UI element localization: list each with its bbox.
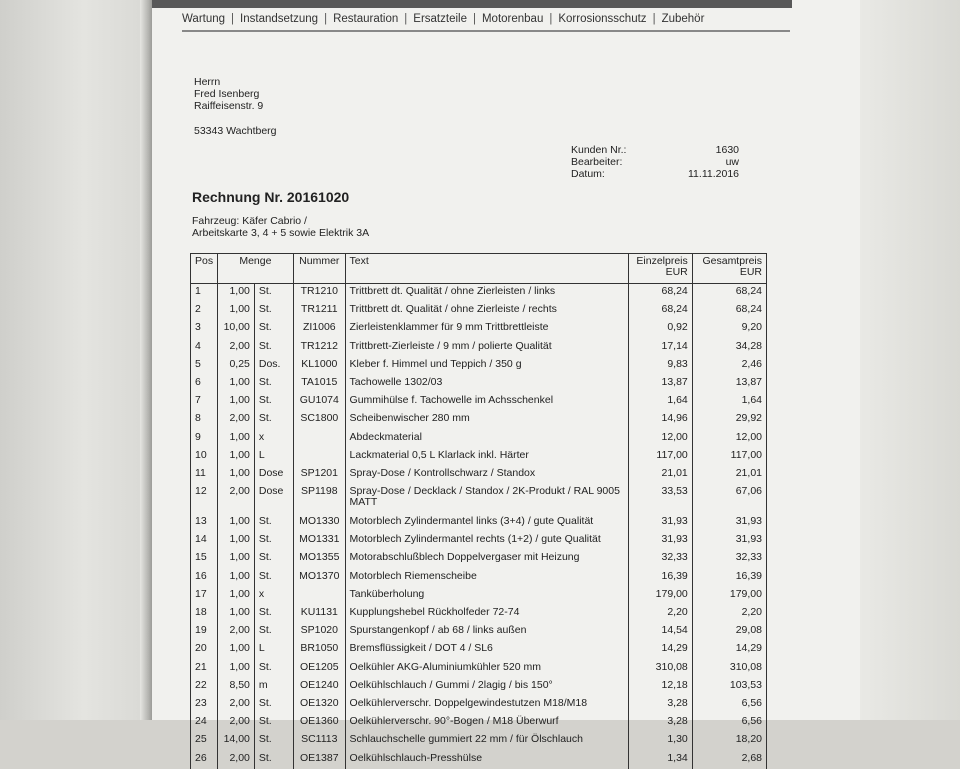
- row-text: Tanküberholung: [345, 587, 628, 605]
- row-number: TR1210: [294, 284, 346, 303]
- row-text: Trittbrett dt. Qualität / ohne Zierleisten / links: [345, 284, 628, 303]
- row-total: 18,20: [692, 732, 766, 750]
- row-qty: 1,00: [217, 641, 254, 659]
- service-item: Zubehör: [661, 13, 705, 25]
- row-total: 29,92: [692, 411, 766, 429]
- recipient-street: Raiffeisenstr. 9: [194, 100, 264, 112]
- row-unit: St.: [254, 732, 293, 750]
- table-row: [191, 550, 767, 568]
- row-number: KU1131: [294, 605, 346, 623]
- row-number: MO1370: [294, 569, 346, 587]
- row-unit-price: 2,20: [628, 605, 692, 623]
- row-text: Oelkühlerverschr. 90°-Bogen / M18 Überwurf: [345, 714, 628, 732]
- row-total: 117,00: [692, 448, 766, 466]
- col-header-number: Nummer: [294, 254, 346, 284]
- row-qty: 1,00: [217, 284, 254, 303]
- recipient-address: [194, 76, 277, 137]
- row-unit: L: [254, 448, 293, 466]
- row-text: Oelkühler AKG-Aluminiumkühler 520 mm: [345, 660, 628, 678]
- row-number: SC1800: [294, 411, 346, 429]
- row-number: TA1015: [294, 375, 346, 393]
- row-unit: m: [254, 678, 293, 696]
- row-unit-price: 31,93: [628, 532, 692, 550]
- table-row: [191, 448, 767, 466]
- table-row: [191, 623, 767, 641]
- table-row: [191, 678, 767, 696]
- row-number: [294, 448, 346, 466]
- row-text: Trittbrett dt. Qualität / ohne Zierleiste / rechts: [345, 302, 628, 320]
- row-unit: x: [254, 587, 293, 605]
- row-pos: 12: [191, 484, 218, 514]
- row-pos: 10: [191, 448, 218, 466]
- row-unit: St.: [254, 411, 293, 429]
- row-qty: 2,00: [217, 623, 254, 641]
- row-unit: St.: [254, 375, 293, 393]
- row-total: 310,08: [692, 660, 766, 678]
- row-pos: 2: [191, 302, 218, 320]
- row-qty: 14,00: [217, 732, 254, 750]
- row-unit: St.: [254, 393, 293, 411]
- total-currency: EUR: [739, 266, 762, 278]
- row-text: Motorblech Riemenscheibe: [345, 569, 628, 587]
- table-row: [191, 732, 767, 750]
- row-unit-price: 1,64: [628, 393, 692, 411]
- invoice-title: Rechnung Nr. 20161020: [192, 189, 350, 205]
- row-qty: 1,00: [217, 448, 254, 466]
- row-qty: 1,00: [217, 569, 254, 587]
- row-total: 16,39: [692, 569, 766, 587]
- row-text: Kupplungshebel Rückholfeder 72-74: [345, 605, 628, 623]
- row-number: OE1240: [294, 678, 346, 696]
- service-item: Wartung: [182, 13, 226, 25]
- service-separator: |: [324, 13, 328, 25]
- row-text: Lackmaterial 0,5 L Klarlack inkl. Härter: [345, 448, 628, 466]
- row-unit-price: 16,39: [628, 569, 692, 587]
- row-qty: 2,00: [217, 696, 254, 714]
- row-unit: St.: [254, 339, 293, 357]
- row-total: 68,24: [692, 302, 766, 320]
- row-unit: St.: [254, 623, 293, 641]
- row-total: 32,33: [692, 550, 766, 568]
- row-number: OE1205: [294, 660, 346, 678]
- row-unit: Dos.: [254, 357, 293, 375]
- table-row: [191, 466, 767, 484]
- service-separator: |: [472, 13, 476, 25]
- row-unit-price: 310,08: [628, 660, 692, 678]
- row-qty: 1,00: [217, 393, 254, 411]
- table-row: [191, 339, 767, 357]
- unit-price-currency: EUR: [665, 266, 688, 278]
- recipient-city: 53343 Wachtberg: [194, 125, 277, 137]
- table-row: [191, 430, 767, 448]
- invoice-table: [190, 253, 767, 769]
- table-row: [191, 696, 767, 714]
- meta-row-clerk: [571, 156, 739, 168]
- row-unit: St.: [254, 550, 293, 568]
- row-number: GU1074: [294, 393, 346, 411]
- table-row: [191, 302, 767, 320]
- meta-row-date: [571, 168, 739, 180]
- total-label: Gesamtpreis: [702, 255, 762, 267]
- row-unit-price: 13,87: [628, 375, 692, 393]
- row-qty: 1,00: [217, 587, 254, 605]
- row-unit: Dose: [254, 484, 293, 514]
- row-text: Oelkühlschlauch-Presshülse: [345, 751, 628, 769]
- row-pos: 1: [191, 284, 218, 303]
- table-row: [191, 587, 767, 605]
- row-unit-price: 31,93: [628, 514, 692, 532]
- vehicle-line: Fahrzeug: Käfer Cabrio /: [192, 215, 307, 227]
- table-row: [191, 532, 767, 550]
- row-qty: 1,00: [217, 514, 254, 532]
- row-number: [294, 587, 346, 605]
- row-text: Motorblech Zylindermantel rechts (1+2) / gute Qualität: [345, 532, 628, 550]
- row-pos: 18: [191, 605, 218, 623]
- row-unit: St.: [254, 660, 293, 678]
- row-unit-price: 3,28: [628, 714, 692, 732]
- row-text: Schlauchschelle gummiert 22 mm / für Ölschlauch: [345, 732, 628, 750]
- row-number: MO1355: [294, 550, 346, 568]
- row-unit: St.: [254, 605, 293, 623]
- table-row: [191, 484, 767, 514]
- left-book-page: [0, 0, 152, 720]
- row-pos: 8: [191, 411, 218, 429]
- row-total: 2,20: [692, 605, 766, 623]
- table-row: [191, 751, 767, 769]
- row-unit: x: [254, 430, 293, 448]
- service-item: Ersatzteile: [413, 13, 467, 25]
- table-row: [191, 714, 767, 732]
- row-total: 13,87: [692, 375, 766, 393]
- row-pos: 23: [191, 696, 218, 714]
- row-pos: 7: [191, 393, 218, 411]
- row-text: Gummihülse f. Tachowelle im Achsschenkel: [345, 393, 628, 411]
- row-number: KL1000: [294, 357, 346, 375]
- row-total: 179,00: [692, 587, 766, 605]
- service-list: [182, 10, 704, 28]
- row-total: 6,56: [692, 714, 766, 732]
- row-total: 67,06: [692, 484, 766, 514]
- row-pos: 13: [191, 514, 218, 532]
- row-text: Oelkühlschlauch / Gummi / 2lagig / bis 150°: [345, 678, 628, 696]
- table-row: [191, 284, 767, 303]
- row-pos: 11: [191, 466, 218, 484]
- meta-label: Datum:: [571, 168, 605, 180]
- row-qty: 8,50: [217, 678, 254, 696]
- row-number: SP1198: [294, 484, 346, 514]
- row-total: 34,28: [692, 339, 766, 357]
- table-header-row: [191, 254, 767, 284]
- row-unit-price: 3,28: [628, 696, 692, 714]
- page-margin: [860, 0, 960, 720]
- table-row: [191, 393, 767, 411]
- row-pos: 24: [191, 714, 218, 732]
- row-total: 2,46: [692, 357, 766, 375]
- service-item: Korrosionsschutz: [558, 13, 647, 25]
- row-pos: 19: [191, 623, 218, 641]
- col-header-total: [692, 254, 766, 284]
- meta-value: 1630: [715, 144, 739, 156]
- recipient-salutation: Herrn: [194, 76, 221, 88]
- row-unit: St.: [254, 532, 293, 550]
- row-qty: 2,00: [217, 411, 254, 429]
- row-qty: 1,00: [217, 430, 254, 448]
- row-qty: 2,00: [217, 484, 254, 514]
- row-unit: St.: [254, 284, 293, 303]
- row-total: 31,93: [692, 532, 766, 550]
- row-qty: 1,00: [217, 466, 254, 484]
- vehicle-info: [192, 215, 369, 239]
- table-row: [191, 641, 767, 659]
- row-text: Zierleistenklammer für 9 mm Trittbrettleiste: [345, 320, 628, 338]
- row-total: 2,68: [692, 751, 766, 769]
- unit-price-label: Einzelpreis: [636, 255, 688, 267]
- row-unit: St.: [254, 696, 293, 714]
- row-total: 9,20: [692, 320, 766, 338]
- letterhead-band: [152, 0, 792, 8]
- service-item: Instandsetzung: [240, 13, 319, 25]
- row-unit: St.: [254, 320, 293, 338]
- row-pos: 16: [191, 569, 218, 587]
- row-pos: 20: [191, 641, 218, 659]
- row-total: 6,56: [692, 696, 766, 714]
- row-pos: 3: [191, 320, 218, 338]
- row-text: Scheibenwischer 280 mm: [345, 411, 628, 429]
- row-unit-price: 32,33: [628, 550, 692, 568]
- row-number: ZI1006: [294, 320, 346, 338]
- service-item: Motorenbau: [481, 13, 544, 25]
- work-card-line: Arbeitskarte 3, 4 + 5 sowie Elektrik 3A: [192, 227, 370, 239]
- row-total: 1,64: [692, 393, 766, 411]
- row-number: SC1113: [294, 732, 346, 750]
- row-unit-price: 1,34: [628, 751, 692, 769]
- meta-label: Kunden Nr.:: [571, 144, 627, 156]
- service-item: Restauration: [333, 13, 399, 25]
- row-unit-price: 14,29: [628, 641, 692, 659]
- row-unit: St.: [254, 569, 293, 587]
- service-separator: |: [652, 13, 656, 25]
- row-qty: 1,00: [217, 605, 254, 623]
- row-unit-price: 33,53: [628, 484, 692, 514]
- recipient-name: Fred Isenberg: [194, 88, 260, 100]
- row-qty: 1,00: [217, 550, 254, 568]
- header-divider: [182, 30, 790, 32]
- row-text: Abdeckmaterial: [345, 430, 628, 448]
- table-row: [191, 357, 767, 375]
- row-text: Spray-Dose / Decklack / Standox / 2K-Produkt / RAL 9005 MATT: [345, 484, 628, 514]
- row-total: 103,53: [692, 678, 766, 696]
- row-qty: 0,25: [217, 357, 254, 375]
- row-number: MO1330: [294, 514, 346, 532]
- row-number: OE1360: [294, 714, 346, 732]
- row-text: Oelkühlerverschr. Doppelgewindestutzen M18/M18: [345, 696, 628, 714]
- row-unit-price: 0,92: [628, 320, 692, 338]
- meta-value: 11.11.2016: [688, 168, 739, 180]
- row-number: TR1211: [294, 302, 346, 320]
- row-number: TR1212: [294, 339, 346, 357]
- row-total: 31,93: [692, 514, 766, 532]
- row-unit: St.: [254, 514, 293, 532]
- row-number: OE1320: [294, 696, 346, 714]
- row-text: Kleber f. Himmel und Teppich / 350 g: [345, 357, 628, 375]
- row-pos: 14: [191, 532, 218, 550]
- table-row: [191, 320, 767, 338]
- row-unit-price: 14,96: [628, 411, 692, 429]
- row-pos: 5: [191, 357, 218, 375]
- row-unit: L: [254, 641, 293, 659]
- row-unit: St.: [254, 714, 293, 732]
- row-unit-price: 12,00: [628, 430, 692, 448]
- row-qty: 2,00: [217, 339, 254, 357]
- col-header-unit-price: [628, 254, 692, 284]
- table-row: [191, 569, 767, 587]
- table-row: [191, 514, 767, 532]
- meta-value: uw: [725, 156, 739, 168]
- row-unit-price: 1,30: [628, 732, 692, 750]
- service-separator: |: [549, 13, 553, 25]
- row-pos: 17: [191, 587, 218, 605]
- row-unit-price: 21,01: [628, 466, 692, 484]
- row-number: [294, 430, 346, 448]
- row-unit-price: 14,54: [628, 623, 692, 641]
- row-unit-price: 68,24: [628, 284, 692, 303]
- row-text: Spurstangenkopf / ab 68 / links außen: [345, 623, 628, 641]
- row-qty: 2,00: [217, 714, 254, 732]
- row-pos: 6: [191, 375, 218, 393]
- row-pos: 4: [191, 339, 218, 357]
- table-row: [191, 605, 767, 623]
- meta-label: Bearbeiter:: [571, 156, 623, 168]
- service-separator: |: [404, 13, 408, 25]
- row-qty: 2,00: [217, 751, 254, 769]
- row-text: Motorabschlußblech Doppelvergaser mit Heizung: [345, 550, 628, 568]
- row-unit-price: 179,00: [628, 587, 692, 605]
- col-header-qty: Menge: [217, 254, 293, 284]
- table-row: [191, 411, 767, 429]
- row-pos: 15: [191, 550, 218, 568]
- row-qty: 1,00: [217, 532, 254, 550]
- row-pos: 25: [191, 732, 218, 750]
- row-number: OE1387: [294, 751, 346, 769]
- table-row: [191, 375, 767, 393]
- col-header-text: Text: [345, 254, 628, 284]
- row-qty: 1,00: [217, 302, 254, 320]
- row-unit-price: 12,18: [628, 678, 692, 696]
- row-total: 68,24: [692, 284, 766, 303]
- row-number: BR1050: [294, 641, 346, 659]
- service-separator: |: [231, 13, 235, 25]
- row-qty: 1,00: [217, 375, 254, 393]
- row-text: Motorblech Zylindermantel links (3+4) / gute Qualität: [345, 514, 628, 532]
- row-unit: Dose: [254, 466, 293, 484]
- table-row: [191, 660, 767, 678]
- row-unit-price: 117,00: [628, 448, 692, 466]
- row-text: Trittbrett-Zierleiste / 9 mm / polierte Qualität: [345, 339, 628, 357]
- invoice-sheet: [152, 0, 860, 764]
- row-pos: 21: [191, 660, 218, 678]
- meta-row-customer: [571, 144, 739, 156]
- row-total: 21,01: [692, 466, 766, 484]
- row-unit: St.: [254, 751, 293, 769]
- row-text: Tachowelle 1302/03: [345, 375, 628, 393]
- row-qty: 1,00: [217, 660, 254, 678]
- row-text: Bremsflüssigkeit / DOT 4 / SL6: [345, 641, 628, 659]
- invoice-meta: [571, 144, 739, 180]
- col-header-pos: Pos: [191, 254, 218, 284]
- row-total: 14,29: [692, 641, 766, 659]
- row-pos: 22: [191, 678, 218, 696]
- row-number: SP1201: [294, 466, 346, 484]
- row-unit: St.: [254, 302, 293, 320]
- row-total: 12,00: [692, 430, 766, 448]
- row-number: MO1331: [294, 532, 346, 550]
- row-unit-price: 17,14: [628, 339, 692, 357]
- invoice-table-body: [191, 284, 767, 769]
- row-unit-price: 9,83: [628, 357, 692, 375]
- row-qty: 10,00: [217, 320, 254, 338]
- row-pos: 26: [191, 751, 218, 769]
- row-number: SP1020: [294, 623, 346, 641]
- row-total: 29,08: [692, 623, 766, 641]
- row-text: Spray-Dose / Kontrollschwarz / Standox: [345, 466, 628, 484]
- row-unit-price: 68,24: [628, 302, 692, 320]
- row-pos: 9: [191, 430, 218, 448]
